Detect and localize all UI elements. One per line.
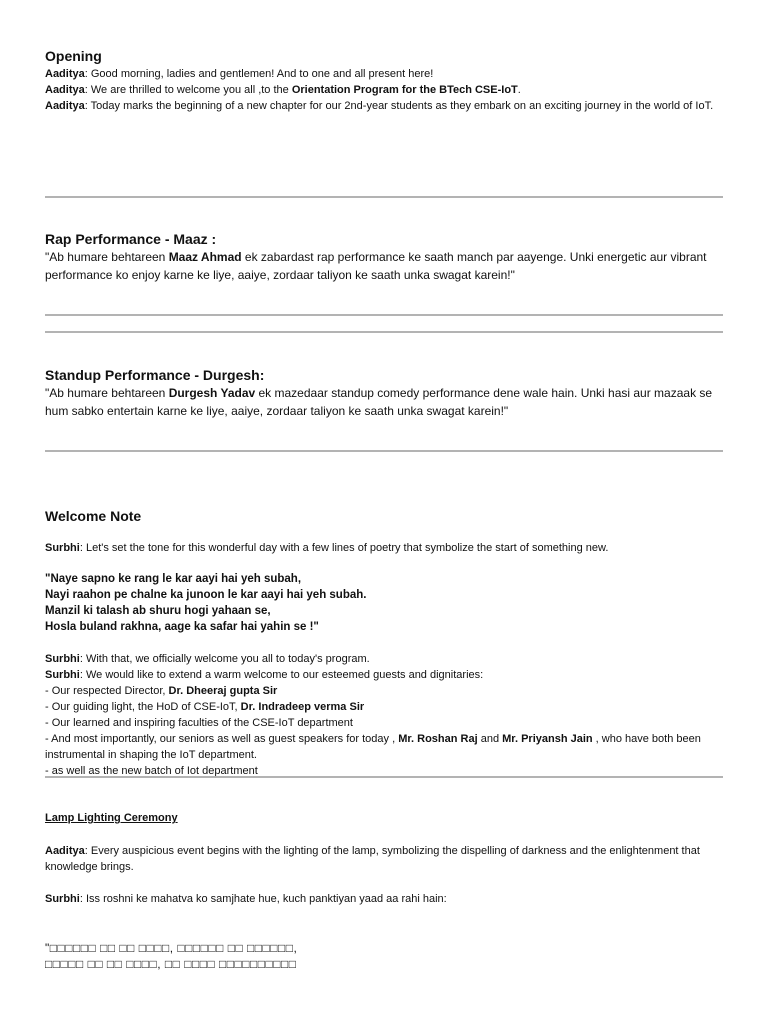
performer-name: Durgesh Yadav (168, 386, 256, 400)
line-text: : Iss roshni ke mahatva ko samjhate hue, kuch panktiyan yaad aa rahi hain: (79, 893, 447, 905)
opening-line-3 (45, 98, 725, 114)
welcome-intro (45, 540, 725, 556)
standup-paragraph (45, 384, 725, 420)
rap-paragraph (45, 248, 725, 284)
opening-heading: Opening (45, 48, 102, 64)
speaker-name: Surbhi (45, 653, 80, 665)
program-name: Orientation Program for the BTech CSE-IoT (291, 84, 518, 96)
section-divider (45, 450, 723, 452)
line-text: We are thrilled to welcome you all ,to the (90, 84, 292, 96)
line-text: : With that, we officially welcome you all to today's program. (79, 653, 370, 665)
separator: : (84, 68, 91, 80)
lamp-heading: Lamp Lighting Ceremony (45, 812, 178, 824)
standup-heading: Standup Performance - Durgesh: (45, 367, 265, 383)
opening-lines (45, 66, 725, 114)
speaker-name: Surbhi (45, 669, 80, 681)
section-divider (45, 331, 723, 333)
poem-block (45, 571, 725, 635)
lamp-line-1 (45, 843, 725, 875)
speaker-name: Aaditya (45, 845, 85, 857)
bullet-text: - And most importantly, our seniors as well as guest speakers for today , (45, 733, 399, 745)
bullet-text: - Our guiding light, the HoD of CSE-IoT, (45, 701, 241, 713)
poem-line: Manzil ki talash ab shuru hogi yahaan se, (45, 605, 271, 617)
performer-name: Maaz Ahmad (168, 250, 242, 264)
unrendered-verse (45, 940, 725, 972)
glyph-line: "□□□□□□ □□ □□ □□□□, □□□□□□ □□ □□□□□□, (45, 941, 298, 955)
guest-bullet-faculty (45, 715, 725, 731)
separator: : (84, 84, 91, 96)
standup-text-pre: "Ab humare behtareen (45, 386, 169, 400)
section-divider (45, 776, 723, 778)
guest-bullet-speakers (45, 731, 725, 763)
standup-text-post: ek mazedaar standup comedy performance dene wale hain. Unki hasi aur mazaak se hum sabko entertain karne ke liye, aaiye, zordaar taliyon ke saath unka swagat karein!" (45, 386, 713, 418)
speaker-name: Aaditya (45, 68, 85, 80)
section-divider (45, 314, 723, 316)
guest-bullet-director (45, 683, 725, 699)
section-divider (45, 196, 723, 198)
guest-bullet-hod (45, 699, 725, 715)
separator: : (84, 100, 91, 112)
guest-name: Dr. Indradeep verma Sir (240, 701, 365, 713)
line-text: Today marks the beginning of a new chapter for our 2nd-year students as they embark on an exciting journey in the world of IoT. (90, 100, 714, 112)
line-text: : We would like to extend a warm welcome to our esteemed guests and dignitaries: (79, 669, 484, 681)
bullet-text: - as well as the new batch of Iot department (45, 765, 258, 777)
glyph-line: □□□□□ □□ □□ □□□□, □□ □□□□ □□□□□□□□□□ (45, 957, 297, 971)
guest-name: Mr. Priyansh Jain (502, 733, 593, 745)
speaker-name: Aaditya (45, 84, 85, 96)
bullet-connector: and (477, 733, 503, 745)
opening-line-1 (45, 66, 725, 82)
guest-name: Dr. Dheeraj gupta Sir (168, 685, 278, 697)
welcome-guests (45, 651, 725, 779)
guest-name: Mr. Roshan Raj (398, 733, 478, 745)
line-text: : Every auspicious event begins with the lighting of the lamp, symbolizing the dispelling of darkness and the enlightenment that knowledge brings. (45, 845, 700, 873)
speaker-name: Surbhi (45, 893, 80, 905)
welcome-heading: Welcome Note (45, 508, 142, 524)
bullet-text: - Our respected Director, (45, 685, 169, 697)
poem-line: "Naye sapno ke rang le kar aayi hai yeh subah, (45, 573, 302, 585)
line-text: Good morning, ladies and gentlemen! And to one and all present here! (90, 68, 434, 80)
poem-line: Nayi raahon pe chalne ka junoon le kar aayi hai yeh subah. (45, 589, 367, 601)
speaker-name: Aaditya (45, 100, 85, 112)
line-tail: . (517, 84, 521, 96)
lamp-line-2 (45, 891, 725, 907)
line-text: : Let's set the tone for this wonderful day with a few lines of poetry that symbolize the start of something new. (79, 542, 609, 554)
rap-text-post: ek zabardast rap performance ke saath manch par aayenge. Unki energetic aur vibrant performance ko enjoy karne ke liye, aaiye, zordaar taliyon ke saath unka swagat karein!" (45, 250, 707, 282)
speaker-name: Surbhi (45, 542, 80, 554)
opening-line-2 (45, 82, 725, 98)
welcome-line-1 (45, 651, 725, 667)
welcome-line-2 (45, 667, 725, 683)
rap-text-pre: "Ab humare behtareen (45, 250, 169, 264)
rap-heading: Rap Performance - Maaz : (45, 231, 217, 247)
bullet-text: - Our learned and inspiring faculties of the CSE-IoT department (45, 717, 353, 729)
bullet-tail: , who have both been instrumental in shaping the IoT department. (45, 733, 701, 761)
poem-line: Hosla buland rakhna, aage ka safar hai yahin se !" (45, 621, 319, 633)
